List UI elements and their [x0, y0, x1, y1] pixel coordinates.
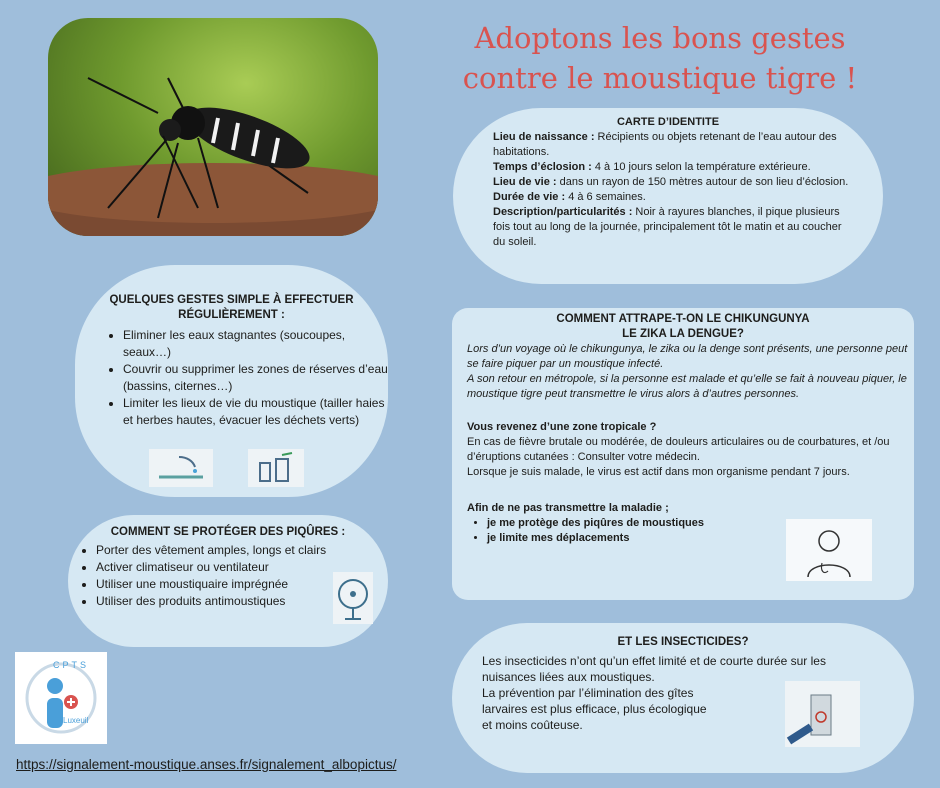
list-item: • Couvrir ou supprimer les zones de réserves d’eau (bassins, citernes…) — [123, 361, 388, 395]
tropical-section: Vous revenez d’une zone tropicale ? En cas de fièvre brutale ou modérée, de douleurs articulaires ou de courbatures, et /ou d’éruptions cutanées : Consulter votre médecin. Lorsque je suis malade, le virus est actif dans mon organisme pendant 7 jours. — [467, 420, 912, 480]
page-title: Adoptons les bons gestes contre le moustique tigre ! — [462, 21, 858, 95]
list-item: • Utiliser une moustiquaire imprégnée — [96, 576, 356, 593]
identity-row: Durée de vie : 4 à 6 semaines. — [493, 191, 646, 203]
identity-heading: CARTE D’IDENTITE — [616, 116, 720, 128]
gestures-list — [105, 327, 388, 429]
identity-row: Lieu de vie : dans un rayon de 150 mètres autour de son lieu d’éclosion. — [493, 176, 849, 188]
water-tap-icon — [149, 449, 213, 487]
identity-row: Description/particularités : Noir à rayures blanches, il pique plusieurs fois tout au long de la journée, principalement tôt le matin et au coucher du soleil. — [493, 206, 842, 248]
insecticides-card — [452, 623, 914, 773]
protect-card — [68, 515, 388, 647]
cpts-city: Luxeuil — [63, 716, 89, 725]
identity-row: Temps d’éclosion : 4 à 10 jours selon la température extérieure. — [493, 161, 811, 173]
doctor-icon — [786, 519, 872, 581]
spray-bottle-icon — [248, 449, 304, 487]
list-item: • Utiliser des produits antimoustiques — [96, 593, 356, 610]
mosquito-photo — [48, 18, 378, 236]
fan-drawing — [333, 572, 373, 624]
transmission-italic: Lors d’un voyage où le chikungunya, le zika ou la denge sont présents, une personne peut se faire piquer par un moustique infecté. A son retour en métropole, si la personne est malade et qu’elle se fait à nouveau piquer, le moustique tigre peut transmettre le virus alors à d’autres personnes. — [467, 343, 908, 400]
insecticides-heading: ET LES INSECTICIDES? — [617, 636, 749, 648]
list-item: • Porter des vêtement amples, longs et clairs — [96, 542, 356, 559]
list-item: • Eliminer les eaux stagnantes (soucoupes, seaux…) — [123, 327, 388, 361]
water-tap-drawing — [149, 449, 213, 487]
list-item: • je limite mes déplacements — [487, 531, 787, 546]
gestures-card — [75, 265, 388, 497]
identity-rows — [493, 130, 853, 250]
identity-row: Lieu de naissance : Récipients ou objets retenant de l’eau autour des habitations. — [493, 131, 837, 158]
identity-card — [453, 108, 883, 284]
insecticides-text: Les insecticides n’ont qu’un effet limité et de courte durée sur les nuisances liées aux moustiques. La prévention par l’élimination des gîtes larvaires est plus efficace, plus écologique et moins coûteuse. — [482, 654, 826, 732]
doctor-drawing — [786, 519, 872, 581]
gestures-heading: QUELQUES GESTES SIMPLE À EFFECTUER RÉGULIÈREMENT : — [109, 294, 354, 321]
avoid-list — [467, 516, 787, 546]
tropical-heading: Vous revenez d’une zone tropicale ? — [467, 421, 657, 433]
transmission-card — [452, 308, 914, 600]
spray-can-icon — [785, 681, 860, 747]
list-item: • je me protège des piqûres de moustiques — [487, 516, 787, 531]
avoid-section: Afin de ne pas transmettre la maladie ; • je me protège des piqûres de moustiques • je limite mes déplacements — [467, 501, 787, 546]
mosquito-illustration — [48, 18, 378, 236]
list-item: • Activer climatiseur ou ventilateur — [96, 559, 356, 576]
report-link[interactable]: https://signalement-moustique.anses.fr/signalement_albopictus/ — [16, 757, 397, 772]
cpts-logo — [15, 652, 107, 744]
protect-list — [78, 542, 356, 610]
cpts-ring-text: CPTS — [53, 660, 90, 670]
spray-bottle-drawing — [248, 449, 304, 487]
list-item: • Limiter les lieux de vie du moustique (tailler haies et herbes hautes, évacuer les déchets verts) — [123, 395, 388, 429]
transmission-heading: COMMENT ATTRAPE-T-ON LE CHIKUNGUNYA LE ZIKA LA DENGUE? — [556, 313, 810, 340]
spray-can-drawing — [785, 681, 860, 747]
protect-heading: COMMENT SE PROTÉGER DES PIQÛRES : — [110, 526, 346, 538]
fan-icon — [333, 572, 373, 624]
